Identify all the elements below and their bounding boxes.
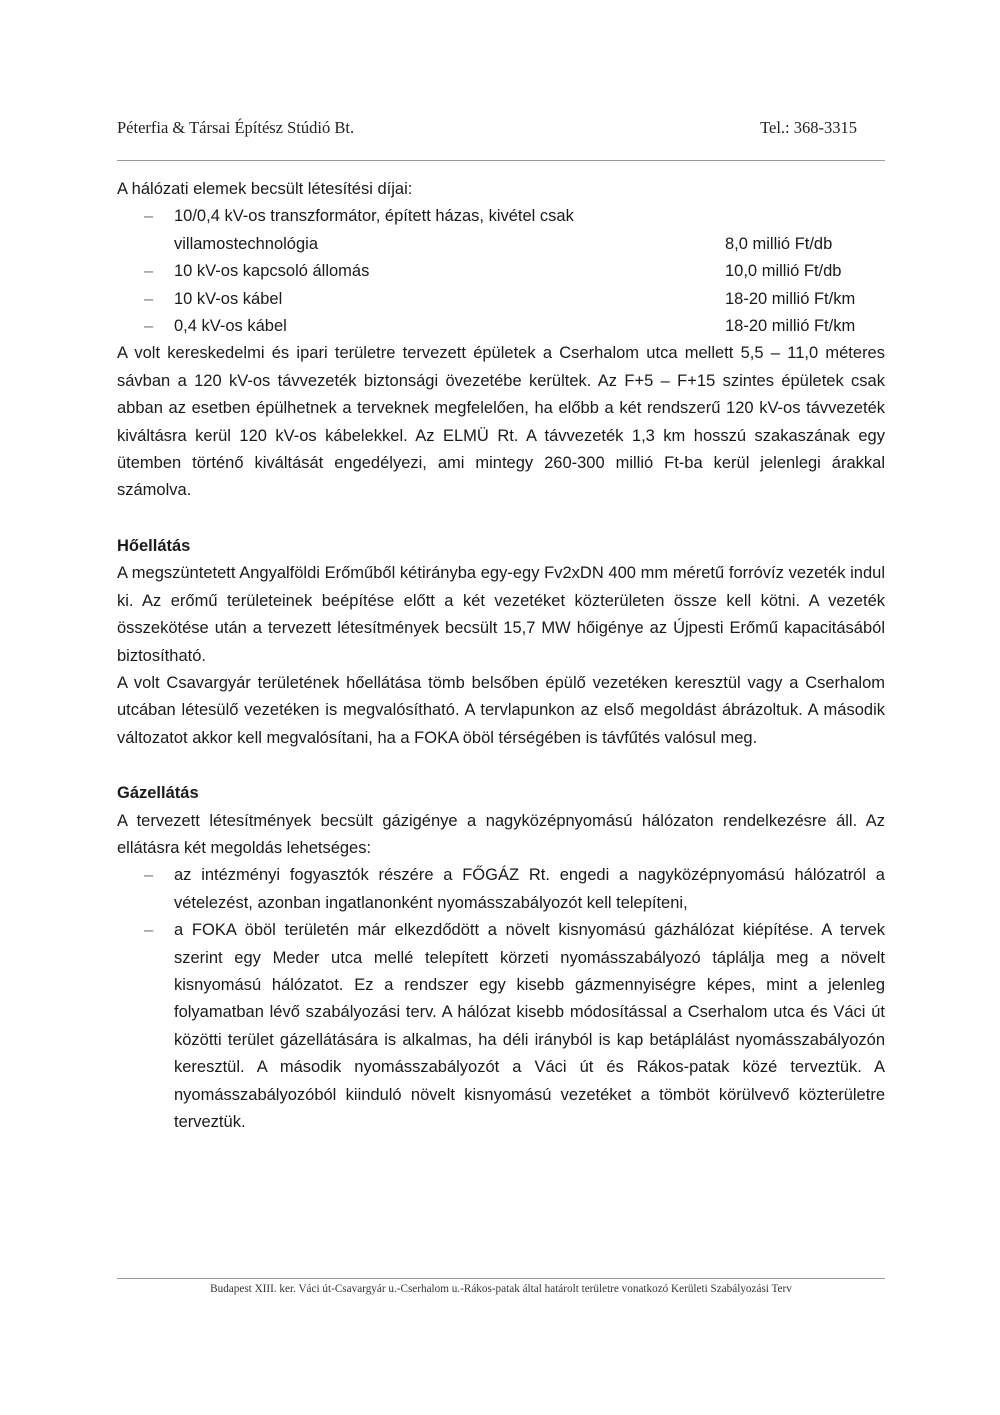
fee-desc-line1: 10/0,4 kV-os transzformátor, épített házas, kivétel csak (174, 207, 574, 226)
footer-divider (117, 1278, 885, 1279)
list-item (117, 917, 885, 1136)
fees-intro: A hálózati elemek becsült létesítési díjai: (117, 180, 413, 198)
dash-bullet: – (144, 866, 154, 885)
page-footer: Budapest XIII. ker. Váci út-Csavargyár u.-Cserhalom u.-Rákos-patak által határolt területre vonatkozó Kerületi Szabályozási Terv (210, 1283, 792, 1295)
heating-paragraph-2: A volt Csavargyár területének hőellátása tömb belsőben épülő vezetéken keresztül vagy a Cserhalom utcában létesülő vezetéken is megvalósítható. A tervlapunkon az első megoldást ábrázoltuk. A második változatot akkor kell megvalósítani, ha a FOKA öböl térségében is távfűtés valósul meg. (117, 673, 885, 747)
document-body (117, 176, 885, 1136)
gas-option-text: az intézményi fogyasztók részére a FŐGÁZ Rt. engedi a nagyközépnyomású hálózatról a vételezést, azonban ingatlanonként nyomásszabályozót kell telepíteni, (174, 866, 885, 912)
fee-price: 18-20 millió Ft/km (725, 317, 856, 336)
gas-option-text: a FOKA öböl területén már elkezdődött a növelt kisnyomású gázhálózat kiépítése. A tervek szerint egy Meder utca mellé telepített körzeti nyomásszabályozó táplálja meg a növelt kisnyomású hálózatot. Ez a rendszer egy kisebb gázmennyiségre képes, mint a jelenleg folyamatban lévő szabályozási terv. A hálózat kisebb módosítással a Cserhalom utca és Váci út közötti terület gázellátására is alkalmas, ha déli irányból is kap betáplálást nyomásszabályozón keresztül. A második nyomásszabályozót a Váci út és Rákos-patak közé terveztük. A nyomásszabályozóból kiinduló növelt kisnyomású vezetéket a tömböt körülvevő közterületre terveztük. (174, 921, 885, 1131)
dash-bullet: – (144, 207, 154, 226)
list-item (117, 286, 885, 313)
gas-heading: Gázellátás (117, 784, 199, 803)
heating-heading: Hőellátás (117, 536, 191, 555)
dash-bullet: – (144, 289, 154, 308)
dash-bullet: – (144, 317, 154, 336)
gas-paragraph-1: A tervezett létesítmények becsült gázigénye a nagyközépnyomású hálózaton rendelkezésre áll. Az ellátásra két megoldás lehetséges: (117, 811, 885, 857)
document-page (117, 0, 885, 1415)
fee-list (117, 203, 885, 340)
dash-bullet: – (144, 921, 154, 940)
header-phone: Tel.: 368-3315 (760, 118, 857, 137)
page-header (117, 118, 885, 140)
list-item (117, 258, 885, 285)
fee-desc-line2: villamostechnológia (174, 234, 318, 253)
heating-paragraph-1: A megszüntetett Angyalföldi Erőműből kétirányba egy-egy Fv2xDN 400 mm méretű forróvíz vezeték indul ki. Az erőmű területeinek beépítése előtt a két vezetéket közterületen össze kell kötni. A vezeték összekötése után a tervezett létesítmények becsült 15,7 MW hőigénye az Újpesti Erőmű kapacitásából biztosítható. (117, 564, 885, 665)
list-item (117, 203, 885, 258)
fee-price: 8,0 millió Ft/db (725, 234, 833, 253)
fee-price: 10,0 millió Ft/db (725, 262, 842, 281)
fee-desc: 10 kV-os kapcsoló állomás (174, 262, 370, 281)
fee-desc: 10 kV-os kábel (174, 289, 283, 308)
list-item (117, 313, 885, 340)
header-company: Péterfia & Társai Építész Stúdió Bt. (117, 118, 355, 137)
fees-paragraph: A volt kereskedelmi és ipari területre tervezett épületek a Cserhalom utca mellett 5,5 – 11,0 méteres sávban a 120 kV-os távvezeték biztonsági övezetébe kerültek. Az F+5 – F+15 szintes épületek csak abban az esetben épülhetnek a terveknek megfelelően, ha előbb a két rendszerű 120 kV-os távvezeték kiváltásra kerül 120 kV-os kábelekkel. Az ELMÜ Rt. A távvezeték 1,3 km hosszú szakaszának egy ütemben történő kiváltását engedélyezi, ami mintegy 260-300 millió Ft-ba kerül jelenlegi árakkal számolva. (117, 344, 885, 500)
dash-bullet: – (144, 262, 154, 281)
header-divider (117, 160, 885, 161)
gas-options-list (117, 862, 885, 1136)
fee-desc: 0,4 kV-os kábel (174, 317, 287, 336)
fee-price: 18-20 millió Ft/km (725, 289, 856, 308)
list-item (117, 862, 885, 917)
